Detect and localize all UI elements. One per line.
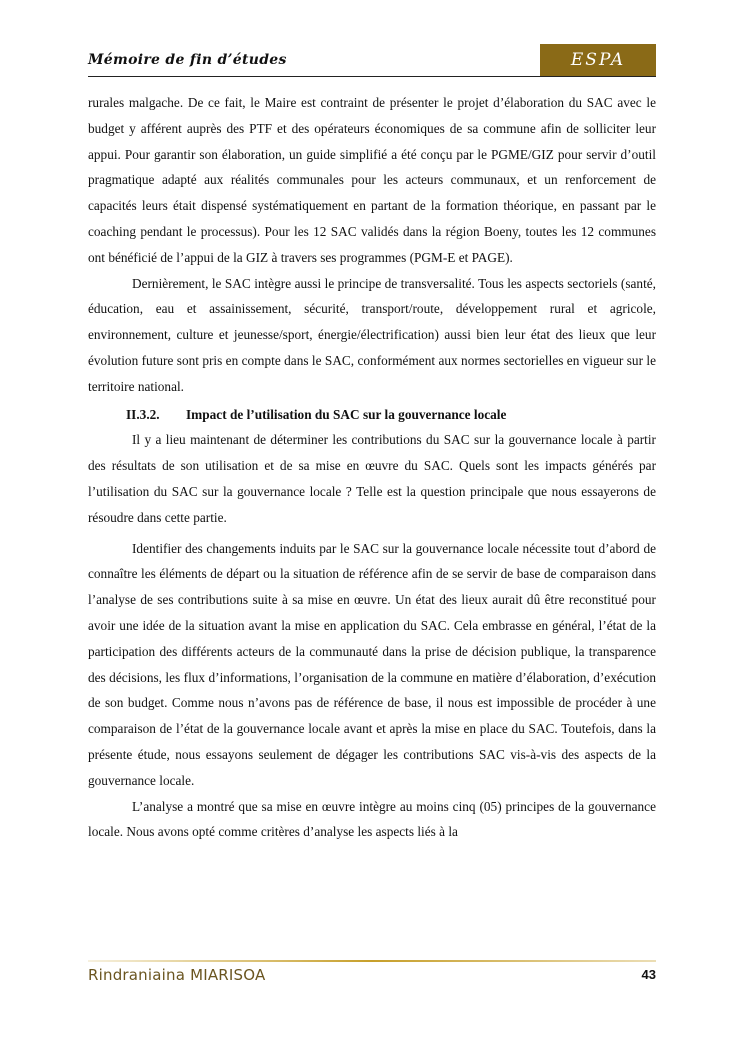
paragraph-4: Identifier des changements induits par le SAC sur la gouvernance locale nécessite tout d’abord de connaître les éléments de départ ou la situation de référence afin de se servir de base de comparaison dans l’analyse de ses contributions suite à sa mise en œuvre. Un état des lieux aurait dû être reconstitué pour avoir une idée de la situation avant la mise en application du SAC. Cela embrasse en général, l’état de la participation des différents acteurs de la communauté dans la prise de décision publique, la transparence des décisions, les flux d’informations, l’organisation de la commune en matière d’élaboration, d’exécution de son budget. Comme nous n’avons pas de référence de base, il nous est impossible de procéder à une comparaison de l’état de la gouvernance locale avant et après la mise en place du SAC. Toutefois, dans la présente étude, nous essayons seulement de dégager les contributions SAC vis-à-vis des aspects de la gouvernance locale.: [88, 540, 656, 788]
footer-rule: [88, 959, 656, 963]
section-heading: [126, 402, 656, 428]
section-title: Impact de l’utilisation du SAC sur la gouvernance locale: [186, 406, 507, 422]
paragraph-1: rurales malgache. De ce fait, le Maire est contraint de présenter le projet d’élaboration du SAC avec le budget y afférent auprès des PTF et des opérateurs économiques de sa commune afin de solliciter leur appui. Pour garantir son élaboration, un guide simplifié a été conçu par le PGME/GIZ pour servir d’outil pragmatique adapté aux réalités communales pour les acteurs communaux, et un renforcement de capacités leurs était dispensé systématiquement en partant de la formation théorique, en passant par le coaching pendant le processus). Pour les 12 SAC validés dans la région Boeny, toutes les 12 communes ont bénéficié de l’appui de la GIZ à travers ses programmes (PGM-E et PAGE).: [88, 95, 656, 265]
document-body: [88, 90, 656, 845]
paragraph-3: Il y a lieu maintenant de déterminer les contributions du SAC sur la gouvernance locale à partir des résultats de son utilisation et de sa mise en œuvre du SAC. Quels sont les impacts générés par l’utilisation du SAC sur la gouvernance locale ? Telle est la question principale que nous essayerons de résoudre dans cette partie.: [88, 432, 656, 525]
footer-author: Rindraniaina MIARISOA: [88, 966, 266, 984]
paragraph-5: L’analyse a montré que sa mise en œuvre intègre au moins cinq (05) principes de la gouvernance locale. Nous avons opté comme critères d’analyse les aspects liés à la: [88, 798, 656, 840]
section-number: II.3.2.: [126, 406, 160, 422]
header-title: Mémoire de fin d’études: [88, 52, 287, 68]
paragraph-2: Dernièrement, le SAC intègre aussi le principe de transversalité. Tous les aspects sectoriels (santé, éducation, eau et assainissement, sécurité, transport/route, développement rural et agricole, environnement, culture et jeunesse/sport, énergie/électrification) aussi bien leur état des lieux que leur évolution future sont pris en compte dans le SAC, conformément aux normes sectorielles en vigueur sur le territoire national.: [88, 275, 656, 394]
page-header: [88, 44, 656, 77]
header-rule: [88, 76, 656, 77]
header-badge: ESPA: [540, 44, 656, 77]
page-number: 43: [641, 967, 656, 982]
